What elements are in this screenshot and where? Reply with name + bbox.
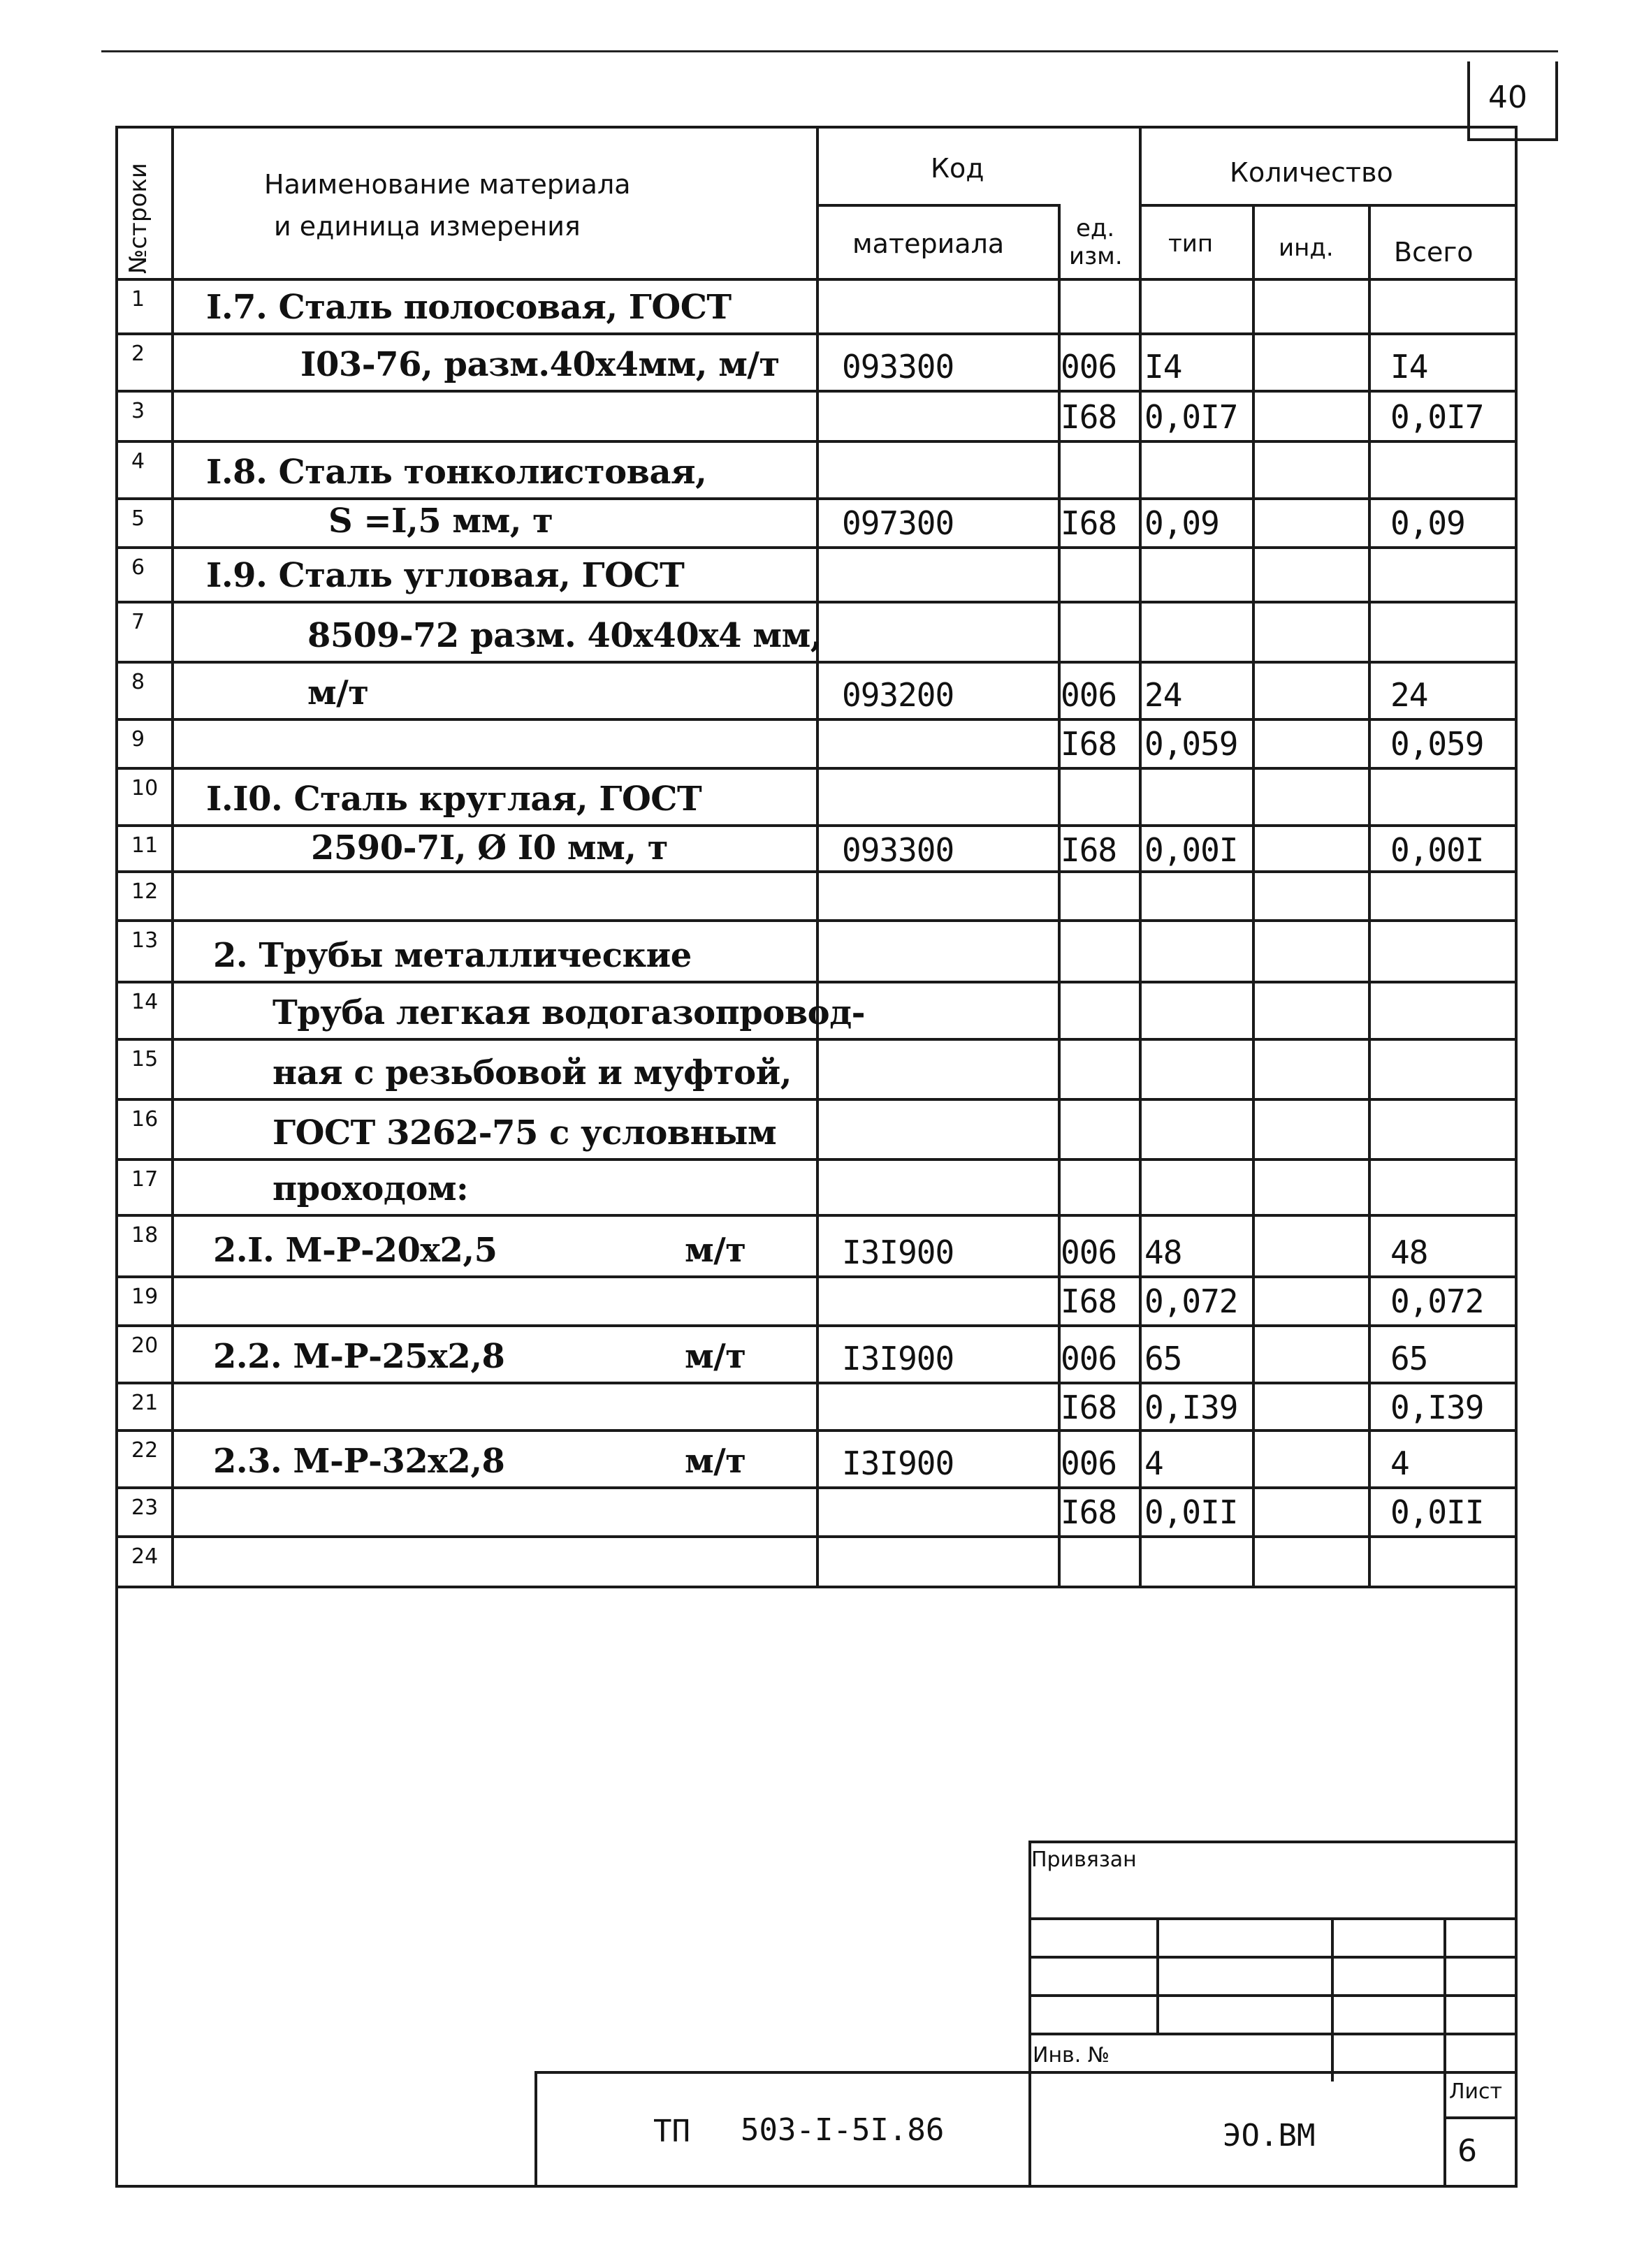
rule: [115, 1098, 1518, 1101]
rule: [115, 767, 1518, 770]
material-code: I3I900: [842, 1444, 954, 1482]
unit-suffix: м/т: [685, 1337, 746, 1376]
quantity-type: 65: [1144, 1340, 1182, 1377]
row-number: 4: [131, 449, 145, 474]
rule: [1139, 126, 1142, 1587]
doc-code: ЭО.ВМ: [1223, 2118, 1316, 2153]
rule: [1028, 1994, 1515, 1997]
rule: [1368, 204, 1371, 1587]
type-header: тип: [1168, 230, 1214, 258]
material-name: проходом:: [272, 1169, 469, 1208]
material-code: I3I900: [842, 1234, 954, 1271]
rule: [1028, 2033, 1515, 2035]
unit-code: 006: [1061, 1234, 1117, 1271]
material-header: материала: [852, 228, 1005, 259]
row-number: 12: [131, 879, 159, 904]
quantity-total: 4: [1390, 1444, 1409, 1482]
row-number: 13: [131, 928, 159, 953]
total-header: Всего: [1394, 237, 1474, 268]
unit-header-line2: изм.: [1069, 242, 1123, 270]
unit-suffix: м/т: [685, 1231, 746, 1270]
rule: [115, 1535, 1518, 1538]
rule: [1139, 204, 1515, 207]
quantity-type: I4: [1144, 348, 1182, 386]
quantity-type: 0,072: [1144, 1282, 1238, 1320]
quantity-total: 0,072: [1390, 1282, 1484, 1320]
material-name: ная с резьбовой и муфтой,: [272, 1053, 792, 1092]
rule: [115, 1158, 1518, 1161]
rule: [1515, 126, 1518, 2186]
material-name: Труба легкая водогазопровод-: [272, 993, 866, 1032]
rule: [115, 718, 1518, 721]
unit-code: I68: [1061, 1282, 1117, 1320]
material-code: 097300: [842, 504, 954, 542]
row-number: 24: [131, 1544, 159, 1569]
rule: [115, 1038, 1518, 1041]
row-number: 3: [131, 399, 145, 423]
rule: [115, 1586, 1518, 1588]
material-name: 2590-7I, Ø I0 мм, т: [311, 828, 668, 868]
row-number: 23: [131, 1495, 159, 1520]
rule: [115, 126, 118, 2186]
rule: [1028, 1917, 1515, 1920]
rule: [115, 1429, 1518, 1432]
rule: [171, 126, 174, 1587]
rule: [115, 1275, 1518, 1278]
unit-header-line1: ед.: [1076, 214, 1115, 242]
name-header-line2: и единица измерения: [274, 211, 581, 242]
sheet-label: Лист: [1449, 2079, 1503, 2104]
row-number: 11: [131, 833, 159, 858]
quantity-total: 48: [1390, 1234, 1428, 1271]
name-header-line1: Наименование материала: [264, 169, 631, 200]
quantity-total: 0,09: [1390, 504, 1465, 542]
doc-number: 503-I-5I.86: [741, 2112, 945, 2148]
material-name: 2.I. М-Р-20х2,5: [213, 1231, 497, 1270]
unit-code: 006: [1061, 1444, 1117, 1482]
quantity-total: 0,0I7: [1390, 398, 1484, 436]
rule: [115, 2185, 1518, 2188]
material-code: I3I900: [842, 1340, 954, 1377]
unit-code: I68: [1061, 831, 1117, 869]
rule: [1028, 1956, 1515, 1959]
quantity-type: 0,0I7: [1144, 398, 1238, 436]
material-name: I.7. Сталь полосовая, ГОСТ: [206, 288, 732, 327]
quantity-type: 0,00I: [1144, 831, 1238, 869]
material-name: ГОСТ 3262-75 с условным: [272, 1113, 777, 1153]
row-number: 18: [131, 1223, 159, 1248]
sheet-number: 6: [1457, 2133, 1477, 2169]
row-number: 9: [131, 727, 145, 752]
rule: [115, 440, 1518, 443]
unit-code: I68: [1061, 398, 1117, 436]
material-name: 2.2. М-Р-25х2,8: [213, 1337, 505, 1376]
doc-prefix: ТП: [653, 2114, 690, 2149]
quantity-type: 4: [1144, 1444, 1163, 1482]
unit-code: I68: [1061, 725, 1117, 763]
quantity-type: 48: [1144, 1234, 1182, 1271]
inventory-label: Инв. №: [1033, 2043, 1110, 2068]
row-number: 10: [131, 776, 159, 800]
material-code: 093300: [842, 348, 954, 386]
unit-code: 006: [1061, 348, 1117, 386]
rule: [1331, 1917, 1334, 2082]
quantity-total: 0,059: [1390, 725, 1484, 763]
quantity-type: 0,I39: [1144, 1389, 1238, 1426]
rule: [115, 390, 1518, 393]
rule: [115, 546, 1518, 549]
rule: [534, 2071, 537, 2186]
material-name: 8509-72 разм. 40х40х4 мм,: [307, 616, 822, 655]
row-number-header: №строки: [124, 163, 152, 274]
row-number: 20: [131, 1333, 159, 1358]
row-number: 1: [131, 287, 145, 312]
unit-code: I68: [1061, 1493, 1117, 1531]
rule: [816, 126, 819, 1587]
row-number: 21: [131, 1391, 159, 1415]
rule: [115, 870, 1518, 873]
unit-code: I68: [1061, 504, 1117, 542]
row-number: 6: [131, 555, 145, 580]
unit-code: 006: [1061, 676, 1117, 714]
material-name: м/т: [307, 673, 369, 712]
rule: [115, 1324, 1518, 1327]
rule: [115, 824, 1518, 827]
quantity-total: 0,I39: [1390, 1389, 1484, 1426]
row-number: 22: [131, 1438, 159, 1463]
row-number: 2: [131, 342, 145, 366]
unit-code: I68: [1061, 1389, 1117, 1426]
rule: [1156, 1917, 1159, 2033]
material-name: 2.3. М-Р-32х2,8: [213, 1442, 505, 1481]
row-number: 7: [131, 610, 145, 634]
quantity-type: 0,0II: [1144, 1493, 1238, 1531]
row-number: 17: [131, 1167, 159, 1192]
rule: [115, 497, 1518, 500]
rule: [115, 601, 1518, 603]
rule: [115, 1382, 1518, 1384]
material-name: I.I0. Сталь круглая, ГОСТ: [206, 780, 702, 819]
rule: [115, 1214, 1518, 1217]
row-number: 14: [131, 990, 159, 1014]
tied-label: Привязан: [1031, 1848, 1137, 1872]
rule: [115, 1486, 1518, 1489]
row-number: 15: [131, 1047, 159, 1071]
quantity-type: 0,059: [1144, 725, 1238, 763]
rule: [816, 204, 1058, 207]
material-name: S =I,5 мм, т: [328, 502, 553, 541]
unit-code: 006: [1061, 1340, 1117, 1377]
material-name: I.8. Сталь тонколистовая,: [206, 453, 707, 492]
row-number: 5: [131, 506, 145, 531]
quantity-total: 0,0II: [1390, 1493, 1484, 1531]
material-name: I.9. Сталь угловая, ГОСТ: [206, 556, 685, 595]
page-number: 40: [1488, 80, 1527, 115]
rule: [115, 332, 1518, 335]
code-header: Код: [931, 153, 984, 184]
unit-suffix: м/т: [685, 1442, 746, 1481]
quantity-total: I4: [1390, 348, 1428, 386]
quantity-total: 65: [1390, 1340, 1428, 1377]
material-name: 2. Трубы металлические: [213, 936, 692, 975]
rule: [1028, 1841, 1515, 1843]
row-number: 19: [131, 1285, 159, 1309]
rule: [115, 981, 1518, 983]
rule: [1252, 204, 1255, 1587]
row-number: 16: [131, 1107, 159, 1132]
rule: [534, 2071, 1515, 2074]
row-number: 8: [131, 670, 145, 694]
quantity-total: 0,00I: [1390, 831, 1484, 869]
rule: [1443, 1917, 1446, 2186]
rule: [1028, 1841, 1031, 2186]
material-code: 093200: [842, 676, 954, 714]
material-name: I03-76, разм.40х4мм, м/т: [300, 345, 780, 384]
quantity-type: 0,09: [1144, 504, 1219, 542]
quantity-total: 24: [1390, 676, 1428, 714]
quantity-type: 24: [1144, 676, 1182, 714]
material-code: 093300: [842, 831, 954, 869]
quantity-header: Количество: [1230, 157, 1393, 188]
rule: [115, 661, 1518, 664]
rule: [115, 919, 1518, 922]
ind-header: инд.: [1279, 234, 1334, 262]
rule: [1443, 2116, 1515, 2119]
